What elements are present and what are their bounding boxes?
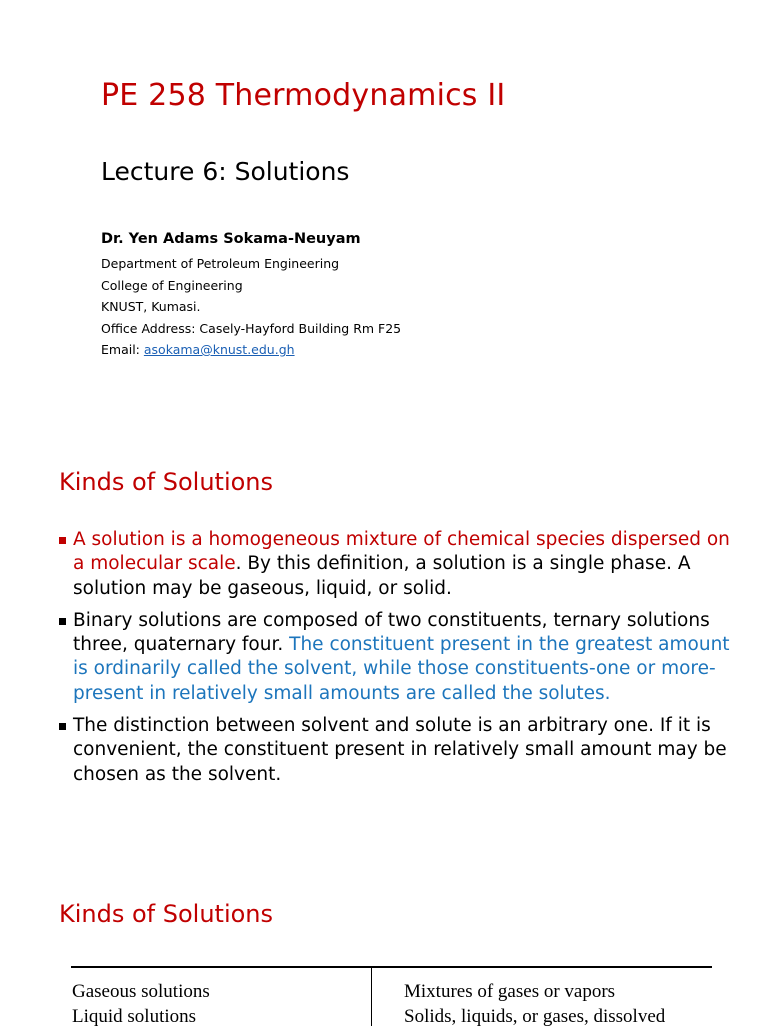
institution-line: KNUST, Kumasi. xyxy=(101,299,201,314)
college-line: College of Engineering xyxy=(101,277,243,293)
bullet-item xyxy=(59,528,739,601)
bullet-text: Binary solutions are composed of two constituents, ternary solutions three, quaternary four. xyxy=(73,609,710,656)
email-link[interactable]: asokama@knust.edu.gh xyxy=(143,342,295,357)
lecture-subtitle: Lecture 6: Solutions xyxy=(101,157,350,186)
table-top-rule xyxy=(71,966,712,968)
author-name: Dr. Yen Adams Sokama-Neuyam xyxy=(101,231,361,247)
bullet-highlight: A solution is a homogeneous mixture of chemical species dispersed on a molecular scale xyxy=(73,529,730,575)
bullet-item xyxy=(59,609,739,706)
slide-heading: Kinds of Solutions xyxy=(59,468,274,496)
table-cell: Solids, liquids, or gases, dissolved xyxy=(404,1006,666,1027)
table-cell: Gaseous solutions xyxy=(72,981,210,1002)
author-info xyxy=(101,253,401,361)
bullet-highlight: The constituent present in the greatest amount is ordinarily called the solvent, while those constituents-one or more-present in relatively small amounts are called the solutes. xyxy=(73,634,730,704)
email-label: Email: xyxy=(101,342,144,357)
department-line: Department of Petroleum Engineering xyxy=(101,256,340,271)
bullet-marker xyxy=(59,618,66,625)
email-line xyxy=(101,339,401,361)
bullet-marker xyxy=(59,723,66,730)
office-line: Office Address: Casely-Hayford Building Rm F25 xyxy=(101,320,402,336)
course-title: PE 258 Thermodynamics II xyxy=(101,78,506,113)
bullet-text: The distinction between solvent and solute is an arbitrary one. If it is convenient, the constituent present in relatively small amount may be chosen as the solvent. xyxy=(73,715,727,785)
table-column-divider xyxy=(371,966,372,1026)
slide-heading: Kinds of Solutions xyxy=(59,900,274,928)
solutions-table xyxy=(0,960,768,1027)
table-cell: Mixtures of gases or vapors xyxy=(404,981,616,1002)
title-slide xyxy=(0,0,768,430)
table-cell: Liquid solutions xyxy=(72,1006,197,1027)
bullet-text: . By this definition, a solution is a single phase. A solution may be gaseous, liquid, or solid. xyxy=(73,553,691,599)
bullet-marker xyxy=(59,537,66,544)
bullet-item xyxy=(59,714,739,787)
bullet-list xyxy=(59,528,739,795)
